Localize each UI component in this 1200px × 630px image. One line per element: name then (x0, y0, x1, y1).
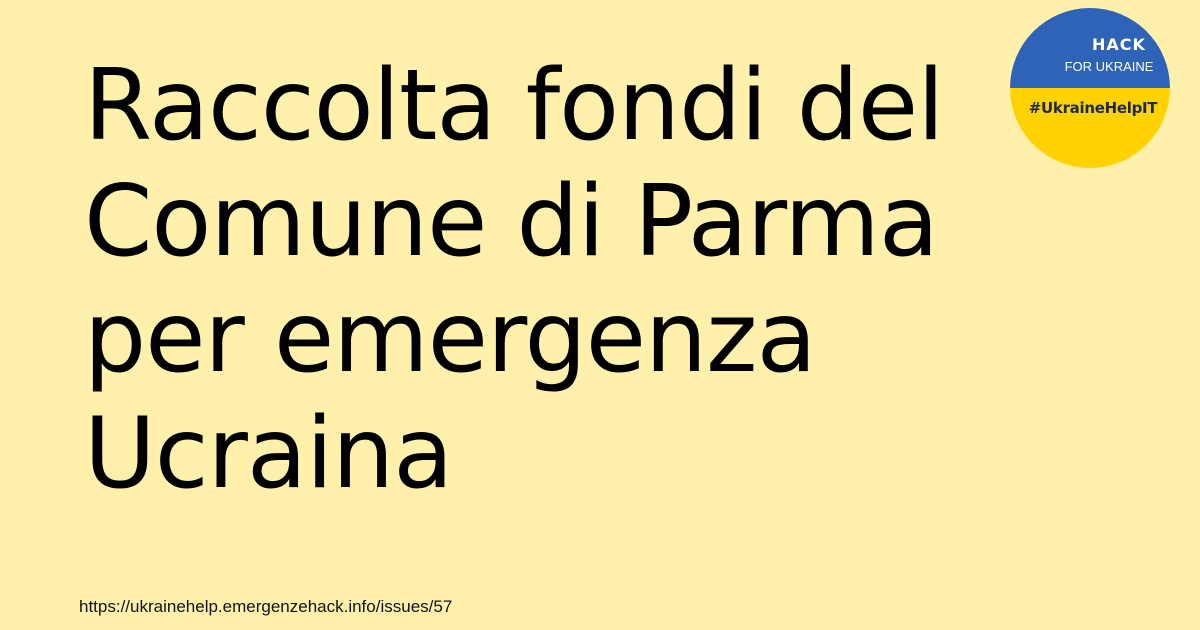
title-line-4: Ucraina (84, 397, 453, 511)
title-line-3: per emergenza (84, 281, 816, 395)
badge-hashtag-text: #UkraineHelpIT (1028, 99, 1158, 117)
ukraine-flag-icon (1010, 8, 1170, 168)
badge-for-ukraine-text: FOR UKRAINE (1064, 59, 1154, 74)
hack-for-ukraine-badge (1010, 8, 1170, 168)
source-url: https://ukrainehelp.emergenzehack.info/issues/57 (79, 597, 453, 616)
page-title (84, 48, 1024, 512)
title-line-2: Comune di Parma (84, 165, 938, 279)
title-line-1: Raccolta fondi del (84, 49, 944, 163)
badge-hack-text: HACK (1092, 35, 1146, 54)
